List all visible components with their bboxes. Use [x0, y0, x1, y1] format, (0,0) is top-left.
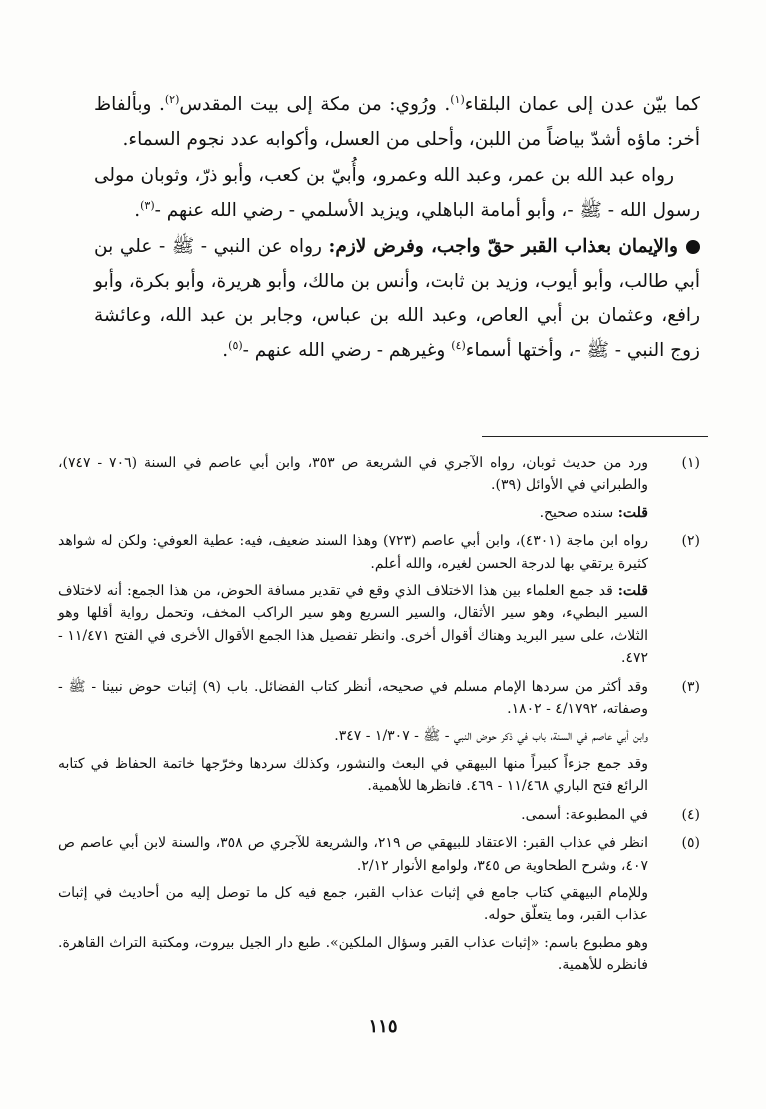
footnote-divider	[482, 436, 708, 437]
comment-label: قلت:	[617, 504, 648, 521]
text: رواه عن النبي - ﷺ - علي بن أبي طالب، وأبو أيوب، وزيد بن ثابت، وأنس بن مالك، وأبو هريرة، وأبو بكرة، وأبو رافع، وعثمان بن أبي العاص، وعبد الله بن عباس، وجابر بن عبد الله، وعائشة زوج النبي - ﷺ -، وأختها أسماء	[94, 236, 700, 361]
text: .	[134, 199, 141, 221]
main-text	[94, 88, 700, 370]
text: رواه عبد الله بن عمر، وعبد الله وعمرو، وأُبيّ بن كعب، وأبو ذرّ، وثوبان مولى رسول الله - ﷺ -، وأبو أمامة الباهلي، ويزيد الأسلمي - رضي الله عنهم -	[94, 165, 700, 221]
footnote-text: في المطبوعة: أسمى.	[521, 806, 648, 823]
paragraph-2	[94, 159, 700, 228]
footnote-number: (٣)	[681, 678, 700, 695]
footnote-3	[58, 676, 700, 798]
footnote-2	[58, 530, 700, 669]
footnote-text: وقد جمع جزءاً كبيراً منها البيهقي في البعث والنشور، وكذلك سردها وخرّجها خاتمة الحفاظ في كتابه الرائع فتح الباري ١١/٤٦٨ - ٤٦٩. فانظرها للأهمية.	[58, 755, 648, 795]
footnote-4	[58, 804, 700, 826]
footnote-ref[interactable]: (٣)	[140, 198, 155, 212]
footnote-number: (٤)	[681, 806, 700, 823]
footnote-text: وهو مطبوع باسم: «إثبات عذاب القبر وسؤال الملكين». طبع دار الجيل بيروت، ومكتبة التراث القاهرة. فانظره للأهمية.	[58, 934, 648, 974]
text: . ورُوي: من مكة إلى بيت المقدس	[179, 94, 451, 115]
bullet-icon	[686, 240, 700, 254]
footnote-comment	[58, 502, 648, 524]
footnote-ref[interactable]: (٢)	[164, 92, 180, 106]
text: . وبألفاظ أخر: ماؤه أشدّ بياضاً من اللبن، وأحلى من العسل، وأكوابه عدد نجوم السماء.	[94, 94, 700, 150]
comment-text: سنده صحيح.	[539, 504, 618, 521]
footnote-ref[interactable]: (٥)	[228, 338, 243, 352]
comment-label: قلت:	[617, 583, 648, 600]
text: كما بيّن عدن إلى عمان البلقاء	[464, 94, 700, 115]
footnote-text: انظر في عذاب القبر: الاعتقاد للبيهقي ص ٢١٩، والشريعة للآجري ص ٣٥٨، والسنة لابن أبي عاصم ص ٤٠٧، وشرح الطحاوية ص ٣٤٥، ولوامع الأنوار ٢/١٢.	[58, 835, 648, 874]
footnote-number: (١)	[681, 455, 700, 471]
footnote-text: وقد أكثر من سردها الإمام مسلم في صحيحه، أنظر كتاب الفضائل. باب (٩) إثبات حوض نبينا - ﷺ - وصفاته، ٤/١٧٩٢ - ١٨٠٢.	[58, 678, 649, 718]
paragraph-3	[94, 230, 700, 368]
footnote-text: ورد من حديث ثوبان، رواه الآجري في الشريعة ص ٣٥٣، وابن أبي عاصم في السنة (٧٠٦ - ٧٤٧)، والطبراني في الأوائل (٣٩).	[58, 455, 648, 494]
footnote-number: (٢)	[681, 533, 700, 550]
footnote-1	[58, 452, 700, 524]
text: .	[222, 339, 229, 361]
footnote-text: رواه ابن ماجة (٤٣٠١)، وابن أبي عاصم (٧٢٣) وهذا السند ضعيف، فيه: عطية العوفي: ولكن له شواهد كثيرة يرتقي بها لدرجة الحسن لغيره، والله أعلم.	[58, 533, 648, 572]
page-number: ١١٥	[368, 1016, 398, 1037]
text: وغيرهم - رضي الله عنهم -	[242, 339, 452, 361]
footnote-ref[interactable]: (٤)	[451, 338, 466, 352]
footnote-comment	[58, 580, 648, 670]
paragraph-1	[94, 88, 700, 157]
footnote-5	[58, 832, 700, 976]
footnote-text: وابن أبي عاصم في السنة، باب في ذكر حوض النبي - ﷺ - ١/٣٠٧ - ٣٤٧.	[334, 728, 648, 745]
footnote-number: (٥)	[681, 835, 700, 852]
lead-heading: والإيمان بعذاب القبر حقّ واجب، وفرض لازم:	[328, 236, 678, 257]
footnotes	[58, 452, 700, 983]
footnote-ref[interactable]: (١)	[450, 92, 465, 106]
footnote-text: وللإمام البيهقي كتاب جامع في إثبات عذاب القبر، جمع فيه كل ما توصل إليه من أحاديث في إثبات عذاب القبر، وما يتعلّق حوله.	[58, 884, 648, 924]
comment-text: قد جمع العلماء بين هذا الاختلاف الذي وقع في تقدير مسافة الحوض، من هذا الجمع: أنه لاختلاف السير البطيء، وهو سير الأثقال، والسير السريع وهو سير الراكب المخف، وتحمل رواية أقلها وهو الثلاث، على سير البريد وهناك أقوال أخرى. وانظر تفصيل هذا الجمع الأقوال الأخرى في الفتح ١١/٤٧١ - ٤٧٢.	[58, 583, 649, 667]
